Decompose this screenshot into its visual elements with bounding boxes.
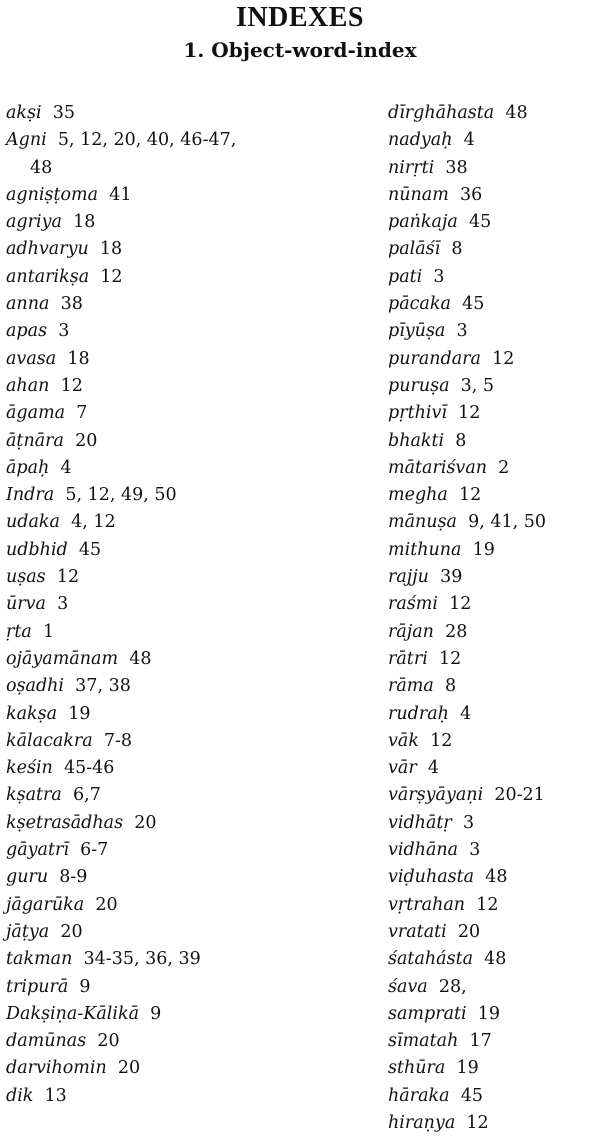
index-entry [388, 782, 600, 809]
index-entry [6, 1083, 336, 1110]
index-entry [388, 619, 600, 646]
index-entry [6, 127, 336, 182]
index-entry [388, 155, 600, 182]
index-pages: 6,7 [73, 785, 101, 806]
index-entry [6, 482, 336, 509]
index-entry [6, 537, 336, 564]
index-term: āpaḥ [6, 457, 50, 478]
index-pages: 5, 12, 20, 40, 46-47, [57, 130, 237, 151]
index-pages: 12 [459, 485, 482, 506]
index-term: akṣi [6, 103, 42, 123]
index-pages: 12 [100, 266, 123, 287]
index-pages: 12 [430, 730, 453, 751]
index-pages: 13 [44, 1085, 67, 1106]
index-entry [6, 619, 336, 646]
index-pages: 9 [150, 1003, 162, 1024]
index-pages: 4 [427, 758, 439, 779]
index-column-left [6, 100, 336, 1110]
index-term: vārṣyāyaṇi [388, 785, 484, 806]
index-entry [6, 400, 336, 427]
index-pages: 48 [484, 949, 507, 970]
index-entry [388, 864, 600, 891]
index-heading: 1. Object-word-index [183, 38, 417, 62]
index-pages: 48 [129, 648, 152, 669]
index-pages: 20-21 [494, 785, 545, 806]
index-pages: 28, [438, 976, 467, 997]
index-term: tripurā [6, 976, 69, 997]
index-term: vāk [388, 730, 419, 751]
index-entry [6, 373, 336, 400]
index-term: purandara [388, 348, 481, 369]
index-term: śatahásta [388, 949, 474, 970]
index-pages: 48 [485, 867, 508, 888]
index-term: agniṣṭoma [6, 184, 99, 205]
index-entry [388, 646, 600, 673]
index-pages: 20 [97, 1031, 120, 1052]
index-pages: 18 [99, 239, 123, 260]
index-pages: 12 [60, 375, 83, 396]
index-pages: 9, 41, 50 [468, 512, 547, 533]
index-entry [388, 755, 600, 782]
index-term: bhakti [388, 430, 445, 451]
index-entry [6, 755, 336, 782]
index-pages: 4 [463, 130, 475, 151]
index-entry [6, 673, 336, 700]
index-pages: 45 [78, 539, 102, 560]
index-entry [388, 100, 600, 127]
index-term: mithuna [388, 539, 462, 560]
index-term: palāśī [388, 239, 441, 260]
index-term: vratati [388, 921, 447, 942]
index-entry [388, 1055, 600, 1082]
index-term: mātariśvan [388, 457, 488, 478]
index-term: udbhid [6, 539, 68, 560]
index-term: agriya [6, 212, 62, 233]
index-term: ūrva [6, 594, 46, 615]
index-entry [388, 236, 600, 263]
index-term: dīrghāhasta [388, 103, 495, 123]
index-entry [6, 591, 336, 618]
index-entry [6, 100, 336, 127]
index-term: raśmi [388, 594, 438, 615]
index-pages: 20 [134, 812, 157, 833]
index-entry [388, 728, 600, 755]
index-pages: 3 [57, 594, 69, 615]
index-entry [388, 946, 600, 973]
index-pages: 1 [42, 621, 55, 642]
index-term: antarikṣa [6, 266, 90, 287]
index-entry [388, 428, 600, 455]
index-entry [6, 455, 336, 482]
index-term: kṣetrasādhas [6, 812, 124, 833]
index-term: udaka [6, 512, 60, 533]
index-pages: 45-46 [63, 758, 115, 779]
index-pages: 12 [458, 403, 481, 424]
index-pages: 3 [469, 840, 481, 861]
index-term: Indra [6, 485, 55, 506]
index-entry [388, 1083, 600, 1110]
index-pages: 20 [95, 894, 118, 915]
index-pages: 12 [492, 348, 515, 369]
index-term: sīmatah [388, 1031, 459, 1052]
index-entry [6, 1001, 336, 1028]
index-term: mānuṣa [388, 512, 457, 533]
index-term: paṅkaja [388, 212, 458, 233]
index-entry [388, 318, 600, 345]
index-term: uṣas [6, 567, 46, 588]
index-entry [6, 701, 336, 728]
index-entry [6, 209, 336, 236]
index-entry [388, 974, 600, 1001]
index-term: guru [6, 867, 49, 888]
index-term: pīyūṣa [388, 321, 446, 342]
index-entry [6, 728, 336, 755]
index-pages: 8 [451, 239, 463, 260]
index-entry [388, 919, 600, 946]
index-term: rājan [388, 621, 434, 642]
index-entry [6, 264, 336, 291]
index-pages: 20 [457, 921, 481, 942]
index-term: ahan [6, 375, 50, 396]
index-term: anna [6, 294, 50, 315]
index-term: adhvaryu [6, 239, 89, 260]
index-pages: 9 [79, 976, 91, 997]
index-pages: 38 [445, 157, 468, 178]
index-entry [6, 864, 336, 891]
index-entry [6, 236, 336, 263]
index-term: āgama [6, 403, 66, 424]
index-term: rajju [388, 567, 429, 588]
index-pages: 17 [469, 1031, 492, 1052]
index-pages: 20 [117, 1058, 141, 1079]
index-term: jāgarūka [6, 894, 85, 915]
index-pages: 19 [477, 1003, 501, 1024]
index-term: rudraḥ [388, 703, 449, 724]
index-term: apas [6, 321, 48, 342]
index-pages: 48 [505, 103, 528, 123]
index-term: darvihomin [6, 1058, 107, 1079]
index-entry [388, 591, 600, 618]
index-entry [6, 509, 336, 536]
index-pages: 8-9 [59, 867, 88, 888]
index-pages: 7 [76, 403, 88, 424]
index-entry [6, 782, 336, 809]
index-entry [6, 974, 336, 1001]
index-pages: 36 [459, 184, 483, 205]
index-entry [388, 346, 600, 373]
index-pages: 18 [67, 348, 90, 369]
index-entry [6, 318, 336, 345]
index-entry [388, 537, 600, 564]
index-entry [388, 455, 600, 482]
index-pages: 12 [466, 1112, 489, 1133]
index-pages: 19 [456, 1058, 479, 1079]
index-pages: 38 [60, 294, 83, 315]
index-entry [6, 837, 336, 864]
index-pages: 7-8 [103, 730, 133, 751]
index-term: gāyatrī [6, 840, 69, 861]
index-entry [388, 400, 600, 427]
index-term: kṣatra [6, 785, 62, 806]
index-term: keśin [6, 758, 53, 779]
index-term: pṛthivī [388, 403, 447, 424]
index-term: nirṛti [388, 157, 435, 178]
index-pages: 20 [75, 430, 98, 451]
index-term: śava [388, 976, 428, 997]
index-term: kakṣa [6, 703, 58, 724]
page-title: INDEXES [236, 2, 364, 33]
index-entry [6, 291, 336, 318]
index-entry [6, 428, 336, 455]
index-entry [388, 810, 600, 837]
index-pages: 2 [498, 457, 510, 478]
index-pages: 37, 38 [75, 676, 131, 697]
index-entry [6, 919, 336, 946]
index-entry [388, 1110, 600, 1137]
index-pages: 3 [462, 812, 475, 833]
index-column-right [388, 100, 600, 1137]
index-entry [6, 1055, 336, 1082]
index-pages: 4 [60, 457, 72, 478]
index-pages: 4, 12 [71, 512, 116, 533]
index-pages: 3 [433, 266, 445, 287]
index-entry [388, 182, 600, 209]
index-pages: 45 [468, 212, 492, 233]
index-pages: 6-7 [80, 840, 109, 861]
index-pages: 19 [472, 539, 495, 560]
index-entry [388, 509, 600, 536]
index-term: vṛtrahan [388, 894, 466, 915]
index-term: rāma [388, 676, 434, 697]
index-pages: 45 [462, 294, 485, 315]
index-pages: 39 [440, 567, 463, 588]
index-term: nadyaḥ [388, 130, 453, 151]
index-pages: 3 [456, 321, 468, 342]
index-entry [388, 564, 600, 591]
index-entry [6, 810, 336, 837]
index-entry [6, 346, 336, 373]
index-entry [388, 673, 600, 700]
index-term: pācaka [388, 294, 451, 315]
index-pages: 41 [109, 184, 132, 205]
index-term: viḍuhasta [388, 867, 475, 888]
index-pages: 4 [460, 703, 472, 724]
index-term: vidhātṛ [388, 812, 452, 833]
index-pages: 12 [438, 648, 462, 669]
index-entry [388, 1001, 600, 1028]
index-pages: 20 [60, 921, 83, 942]
index-term: ṛta [6, 621, 32, 642]
index-term: vidhāna [388, 840, 459, 861]
index-term: megha [388, 485, 448, 506]
index-term: oṣadhi [6, 676, 65, 697]
index-term: hāraka [388, 1085, 450, 1106]
index-pages: 12 [449, 594, 472, 615]
index-pages: 12 [56, 567, 80, 588]
index-pages: 3, 5 [460, 375, 495, 396]
index-entry [388, 482, 600, 509]
index-pages: 28 [445, 621, 468, 642]
index-entry [6, 564, 336, 591]
index-entry [388, 127, 600, 154]
index-term: nūnam [388, 184, 449, 205]
index-pages: 8 [444, 676, 457, 697]
index-term: Agni [6, 130, 47, 151]
index-pages: 18 [73, 212, 96, 233]
index-term: vār [388, 758, 417, 779]
index-entry [388, 209, 600, 236]
index-term: rātri [388, 648, 428, 669]
index-pages: 3 [58, 321, 70, 342]
index-term: Dakṣiṇa-Kālikā [6, 1003, 140, 1024]
index-pages: 19 [68, 703, 91, 724]
index-term: pati [388, 266, 423, 287]
index-term: ojāyamānam [6, 648, 119, 669]
index-term: jāṭya [6, 921, 50, 942]
index-term: sthūra [388, 1058, 446, 1079]
index-pages: 35 [52, 103, 76, 123]
index-entry [6, 892, 336, 919]
index-entry [388, 837, 600, 864]
index-entry [388, 264, 600, 291]
index-pages-continued: 48 [30, 157, 53, 178]
index-entry [6, 646, 336, 673]
index-term: kālacakra [6, 730, 93, 751]
index-entry [388, 892, 600, 919]
index-pages: 5, 12, 49, 50 [65, 485, 177, 506]
index-term: damūnas [6, 1031, 87, 1052]
index-entry [388, 1028, 600, 1055]
index-term: takman [6, 949, 73, 970]
index-entry [6, 946, 336, 973]
index-entry [6, 1028, 336, 1055]
index-pages: 8 [455, 430, 467, 451]
index-term: dik [6, 1085, 34, 1106]
index-entry [388, 291, 600, 318]
index-term: āṭnāra [6, 430, 64, 451]
index-term: samprati [388, 1003, 467, 1024]
index-term: hiraṇya [388, 1112, 456, 1133]
index-entry [6, 182, 336, 209]
index-pages: 12 [476, 894, 499, 915]
index-entry [388, 701, 600, 728]
index-pages: 34-35, 36, 39 [83, 949, 201, 970]
index-entry [388, 373, 600, 400]
index-term: puruṣa [388, 375, 450, 396]
index-pages: 45 [460, 1085, 483, 1106]
index-term: avasa [6, 348, 57, 369]
